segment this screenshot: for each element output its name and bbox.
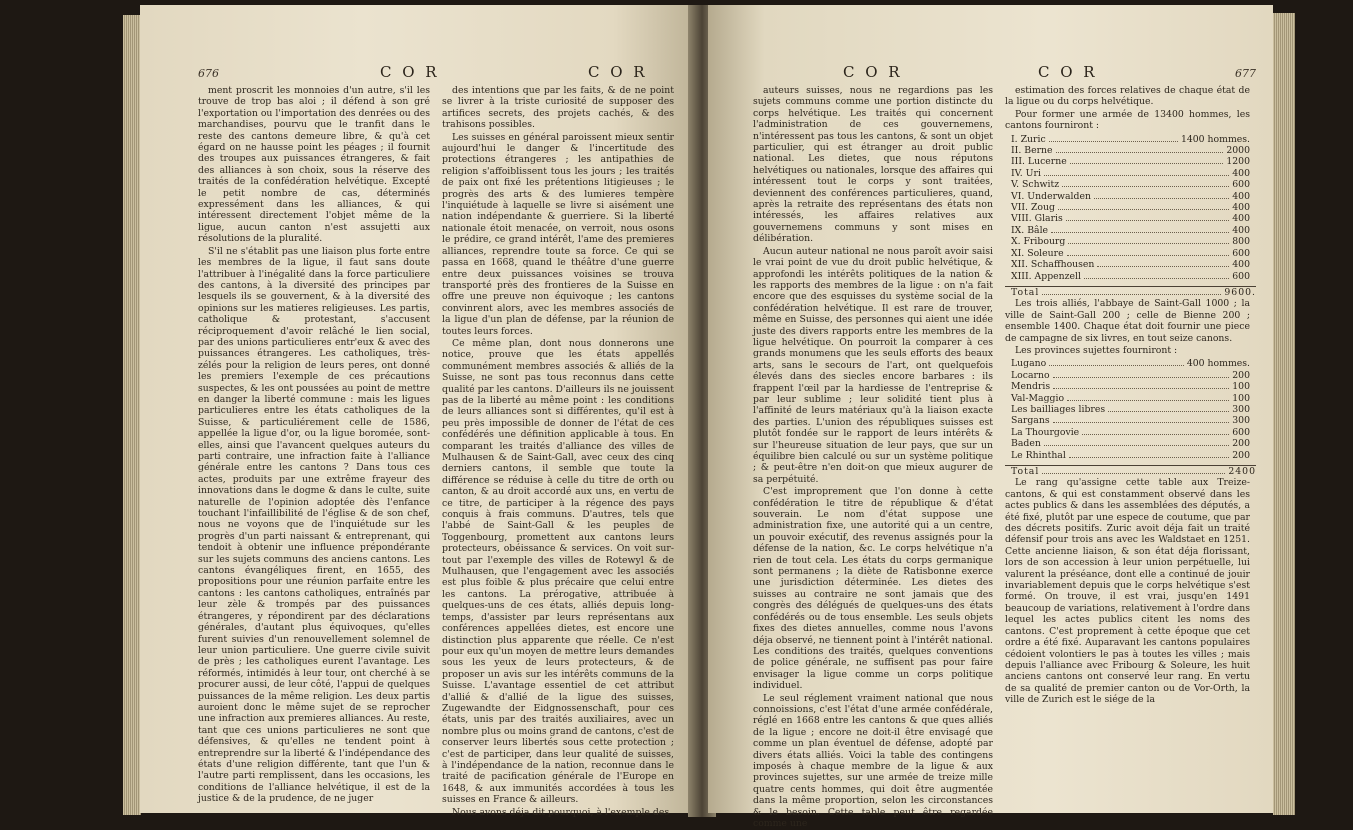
row-name: Baden: [1011, 438, 1041, 450]
table-row: [1005, 370, 1250, 381]
row-value: 600: [1232, 270, 1250, 282]
left-page-edges: [123, 15, 141, 815]
row-value: 400: [1232, 190, 1250, 202]
paragraph: Les suisses en général paroissent mieux sentir aujourd'hui le danger & l'incertitude des protections étrangeres ; les antipathies de religion s'affoiblissent tous les jours ; les traités de paix ont fixé les prétentions litigieuses ; le progrès des arts & des lumieres tempère l'inquiétude à laquelle se livre si aisément une nation indépendante & guerriere. Si la liberté nationale étoit menacée, on verroit, nous osons le prédire, ce grand intérêt, l'ame des premieres alliances, reprendre toute sa force. Ce qui se passa en 1668, quand le théâtre d'une guerre entre deux puissances voisines se trouva transporté près des frontieres de la Suisse en offre une preuve non équivoque ; les cantons convinrent alors, avec les membres associés de la ligue d'un plan de défense, par la réunion de toutes leurs forces.: [442, 131, 674, 337]
row-name: VIII. Glaris: [1011, 213, 1063, 225]
right-header-1: C O R: [843, 63, 903, 81]
total-value: 9600.: [1224, 286, 1256, 298]
table-row: [1005, 358, 1250, 369]
row-value: 1400 hommes.: [1180, 133, 1250, 145]
paragraph: C'est improprement que l'on donne à cette confédération le titre de république & d'état souverain. Le nom d'état suppose une administration fixe, une autorité qui a un centre, un pouvoir exécutif, des revenus assignés pour la défense de la nation, &c. Le corps helvétique n'a rien de tout cela. Les états du corps germanique sont permanens ; la diète de Ratisbonne exerce une jurisdiction déterminée. Les dietes des suisses au contraire ne sont jamais que des congrès des délégués de quelques-uns des états confédérés ou de tous ensemble. Les seuls objets fixes des dietes annuelles, comme nous l'avons déja observé, ne tiennent point à l'intérêt national. Les conditions des traités, quelques conventions de police générale, ne suffisent pas pour faire envisager la ligue comme un corps politique individuel.: [753, 486, 993, 692]
left-header-1: C O R: [380, 63, 440, 81]
table-row: [1005, 156, 1250, 167]
contingent-table-cantons: [1005, 134, 1250, 282]
paragraph: Pour former une armée de 13400 hommes, les cantons fourniront :: [1005, 108, 1250, 132]
table-row: [1005, 381, 1250, 392]
paragraph: des intentions que par les faits, & de ne point se livrer à la triste curiosité de supposer des artifices secrets, des projets cachés, & des trahisons possibles.: [442, 85, 674, 131]
table-total: [1005, 286, 1256, 298]
table-row: [1005, 191, 1250, 202]
paragraph: Nous avons déja dit pourquoi, à l'exemple des: [452, 806, 670, 818]
row-name: XIII. Appenzell: [1011, 270, 1081, 282]
row-name: La Thourgovie: [1011, 426, 1080, 438]
left-column-2: [442, 85, 674, 819]
row-name: IX. Bâle: [1011, 224, 1049, 236]
row-name: I. Zuric: [1011, 133, 1046, 145]
row-value: 800: [1232, 236, 1250, 248]
paragraph: S'il ne s'établit pas une liaison plus forte entre les membres de la ligue, il faut sans doute l'attribuer à l'inégalité dans la force particuliere des cantons, à la diversité des principes par lesquels ils se gouvernent, & à la diversité des opinions sur les matieres religieuses. Les partis, catholique & protestant, s'accusent réciproquement d'avoir relâché le lien social, par des unions particulieres entr'eux & avec des puissances étrangeres. Les catholiques, très-zélés pour la religion de leurs peres, ont donné les premiers l'exemple de ces précautions suspectes, & les ont poussées au point de mettre en danger la liberté commune : mais les ligues particulieres entre les états catholiques de la Suisse, & particuliérement celle de 1586, appellée la ligue d'or, ou la ligue boromée, sont-elles, ainsi que l'avancent quelques auteurs du parti contraire, une infraction faite à l'alliance générale entre les cantons ? Dans tous ces actes, produits par une extrême frayeur des innovations dans le dogme & dans le culte, suite naturelle de l'opinion adoptée dès l'enfance touchant l'infaillibilité de l'église & de son chef, nous ne voyons que de l'inquiétude sur les progrès d'un parti naissant & entreprenant, qui tendoit à obtenir une influence prépondérante sur les sujets communs des anciens cantons. Les cantons évangéliques firent, en 1655, des propositions pour une réunion parfaite entre les cantons : les cantons catholiques, entraînés par leur zèle & trompés par des puissances étrangeres, y répondirent par des déclarations générales, d'autant plus équivoques, qu'elles furent suivies d'un renouvellement solemnel de leur union particuliere. Une guerre civile suivit de près ; les catholiques eurent l'avantage. Les réformés, intimidés à leur tour, ont cherché à se procurer aussi, de leur côté, l'appui de quelques puissances de la même religion. Les deux partis auroient donc le même sujet de se reprocher une infraction aux premieres alliances. Au reste, tant que ces unions particulieres ne sont que défensives, & qu'elles ne tendent point à entreprendre sur la liberté & l'indépendance des états d'une religion différente, tant que l'un & l'autre parti remplissent, dans les occasions, les conditions de l'alliance helvétique, il est de la justice & de la prudence, de ne juger: [198, 245, 430, 805]
row-name: Val-Maggio: [1011, 392, 1065, 404]
paragraph: estimation des forces relatives de chaque état de la ligue ou du corps helvétique.: [1005, 85, 1250, 108]
paragraph: ment proscrit les monnoies d'un autre, s'il les trouve de trop bas aloi ; il défend à son gré l'exportation ou l'importation des denrées ou des marchandises, pourvu que le tranfit dans le reste des cantons demeure libre, & qu'à cet égard on ne hausse point les péages ; il fournit des troupes aux puissances étrangeres, & fait des alliances à son choix, sous la réserve des traités de la confédération helvétique. Excepté le petit nombre de cas, déterminés expressément dans les alliances, & qui intéressent directement l'objet même de la ligue, aucun canton n'est assujetti aux résolutions de la pluralité.: [198, 85, 430, 245]
row-value: 600: [1232, 247, 1250, 259]
paragraph: auteurs suisses, nous ne regardions pas les sujets communs comme une portion distincte du corps helvétique. Les traités qui concernent l'administration de ces gouvernemens, n'intéressent pas tous les cantons, & sont un objet particulier, qui est étranger au droit public national. Les dietes, que nous réputons helvétiques ou nationales, lorsque des affaires qui intéressent tout le corps y sont traitées, deviennent des conférences particulieres, quand, après la retraite des représentans des états non intéressés, les affaires relatives aux gouvernemens communs y sont mises en délibération.: [753, 85, 993, 245]
row-name: V. Schwitz: [1011, 179, 1060, 191]
row-name: Mendris: [1011, 381, 1051, 393]
table-row: [1005, 427, 1250, 438]
table-row: [1005, 415, 1250, 426]
row-name: X. Fribourg: [1011, 236, 1066, 248]
paragraph: Aucun auteur national ne nous paroît avoir saisi le vrai point de vue du droit public helvétique, & approfondi les intérêts politiques de la nation & les rapports des membres de la ligue : on n'a fait encore que des esquisses du système social de la confédération helvétique. Il est rare de trouver, même en Suisse, des personnes qui aient une idée juste des divers rapports entre les membres de la ligue helvétique. On pourroit la comparer à ces grands monumens que les seuls efforts des beaux arts, sans le secours de l'art, ont quelquefois élevés dans des siecles encore barbares : ils frappent l'œil par la hardiesse de l'entreprise & par leur sublime ; leur solidité tient plus à l'affinité de leurs matériaux qu'à la liaison exacte des parties. L'union des républiques suisses est plutôt fondée sur le rapport de leurs intérêts & sur l'heureuse situation de leur pays, que sur un équilibre bien calculé ou sur un système politique ; & peut-être n'en doit-on que mieux augurer de sa perpétuité.: [753, 245, 993, 485]
table-row: [1005, 236, 1250, 247]
row-value: 600: [1232, 426, 1250, 438]
row-value: 200: [1232, 449, 1250, 461]
right-page-edges: [1273, 13, 1295, 815]
table-row: [1005, 393, 1250, 404]
row-name: Le Rhinthal: [1011, 449, 1066, 461]
row-value: 400: [1232, 224, 1250, 236]
right-header-2: C O R: [1038, 63, 1098, 81]
table-row: [1005, 259, 1250, 270]
row-name: Lugano: [1011, 358, 1047, 370]
row-value: 100: [1232, 392, 1250, 404]
row-value: 400: [1232, 259, 1250, 271]
table-row: [1005, 438, 1250, 449]
left-header-2: C O R: [588, 63, 648, 81]
row-name: Locarno: [1011, 369, 1050, 381]
row-value: 200: [1232, 369, 1250, 381]
right-page-number: 677: [1235, 67, 1256, 80]
table-row: [1005, 179, 1250, 190]
row-value: 1200: [1226, 156, 1250, 168]
row-value: 100: [1232, 381, 1250, 393]
left-column-1: [198, 85, 430, 806]
table-row: [1005, 168, 1250, 179]
row-value: 200: [1232, 438, 1250, 450]
paragraph: Les provinces sujettes fourniront :: [1015, 344, 1178, 356]
row-name: XI. Soleure: [1011, 247, 1064, 259]
total-value: 2400: [1228, 466, 1256, 477]
table-row: [1005, 404, 1250, 415]
row-name: IV. Uri: [1011, 167, 1041, 179]
open-book: [88, 5, 1303, 829]
right-column-1: [753, 85, 993, 830]
left-page-number: 676: [198, 67, 219, 80]
row-name: Les bailliages libres: [1011, 403, 1106, 415]
paragraph: Ce même plan, dont nous donnerons une notice, prouve que les états appellés communément membres associés & alliés de la Suisse, ne sont pas tous reconnus dans cette qualité par les cantons. D'ailleurs ils ne jouissent pas de la liberté au même point : les conditions de leurs alliances sont si différentes, qu'il est à peu près impossible de donner de l'état de ces confédérés une définition applicable à tous. En comparant les traités d'alliance des villes de Mulhausen & de Saint-Gall, avec ceux des cinq derniers cantons, il semble que toute la différence se réduise à celle du titre de orth ou canton, & au droit accordé aux uns, en vertu de ce titre, de participer à la régence des pays conquis à frais communs. D'autres, tels que l'abbé de Saint-Gall & les peuples de Toggenbourg, promettent aux cantons leurs protecteurs, obéissance & services. On voit sur-tout par l'exemple des villes de Rotewyl & de Mulhausen, que l'engagement avec les associés est plus foible & plus précaire que celui entre les cantons. La prérogative, attribuée à quelques-uns de ces états, alliés depuis long-temps, d'assister par leurs représentans aux conférences appellées dietes, est encore une distinction plus apparente que réelle. Ce n'est pour eux qu'un moyen de mettre leurs demandes sous les yeux de leurs protecteurs, & de proposer un avis sur les intérêts communs de la Suisse. L'avantage essentiel de cet attribut d'allié & d'allié de la ligue des suisses, Zugewandte der Eidgnossenschaft, pour ces états, unis par des traités auxiliaires, avec un nombre plus ou moins grand de cantons, c'est de conserver leurs libertés sous cette protection ; c'est de participer, dans leur qualité de suisses, à l'indépendance de la nation, reconnue dans le traité de pacification générale de l'Europe en 1648, & aux immunités accordées à tous les suisses en France & ailleurs.: [442, 337, 674, 806]
total-label: Total: [1011, 466, 1040, 477]
table-row: [1005, 202, 1250, 213]
table-total: [1005, 465, 1256, 477]
table-row: [1005, 213, 1250, 224]
row-value: 400: [1232, 202, 1250, 214]
row-value: 400 hommes.: [1186, 358, 1250, 370]
table-row: [1005, 145, 1250, 156]
paragraph: Le rang qu'assigne cette table aux Treize-cantons, & qui est constamment observé dans les actes publics & dans les assemblées des députés, a été fixé, plutôt par une espece de coutume, que par des décrets positifs. Zuric avoit déja fait un traité défensif pour trois ans avec les Waldstaet en 1251. Cette ancienne liaison, & son état déja florissant, lors de son accession à leur union perpétuelle, lui valurent la préséance, dont elle a continué de jouir invariablement depuis que le corps helvétique s'est formé. On trouve, il est vrai, jusqu'en 1491 beaucoup de variations, relativement à l'ordre dans lequel les actes publics citent les noms des cantons. C'est proprement à cette époque que cet ordre a été fixé. Auparavant les cantons populaires cédoient volontiers le pas à toutes les villes ; mais depuis l'alliance avec Fribourg & Soleure, les huit anciens cantons ont conservé leur rang. En vertu de sa qualité de premier canton ou de Vor-Orth, la ville de Zurich est le siége de la: [1005, 477, 1250, 706]
row-value: 2000: [1226, 145, 1250, 157]
paragraph: Le seul réglement vraiment national que nous connoissions, c'est l'état d'une armée confédérale, réglé en 1668 entre les cantons & que ques alliés de la ligue ; encore ne doit-il être envisagé que comme un plan éventuel de défense, adopté par divers états alliés. Voici la table des contingens imposés à chaque membre de la ligue & aux provinces sujettes, sur une armée de treize mille quatre cents hommes, qui doit être augmentée dans la même proportion, selon les circonstances & le besoin. Cette table peut être regardée comme une: [753, 692, 993, 829]
table-row: [1005, 450, 1250, 461]
left-page: [140, 5, 697, 818]
paragraph: Les trois alliés, l'abbaye de Saint-Gall 1000 ; la ville de Saint-Gall 200 ; celle de Bienne 200 ; ensemble 1400. Chaque état doit fournir une piece de campagne de six livres, en tout seize canons.: [1005, 298, 1250, 344]
row-name: VI. Underwalden: [1011, 190, 1091, 202]
row-value: 300: [1232, 415, 1250, 427]
row-name: VII. Zoug: [1011, 202, 1055, 214]
row-name: Sargans: [1011, 415, 1050, 427]
table-row: [1005, 225, 1250, 236]
row-value: 400: [1232, 213, 1250, 225]
contingent-table-provinces: [1005, 358, 1250, 461]
total-label: Total: [1011, 286, 1040, 298]
table-row: [1005, 271, 1250, 282]
row-name: XII. Schaffhousen: [1011, 259, 1095, 271]
table-row: [1005, 134, 1250, 145]
row-value: 600: [1232, 179, 1250, 191]
row-value: 400: [1232, 167, 1250, 179]
right-page: [708, 5, 1273, 829]
row-value: 300: [1232, 403, 1250, 415]
right-column-2: [1005, 85, 1256, 707]
table-row: [1005, 248, 1250, 259]
row-name: II. Berne: [1011, 145, 1053, 157]
row-name: III. Lucerne: [1011, 156, 1067, 168]
